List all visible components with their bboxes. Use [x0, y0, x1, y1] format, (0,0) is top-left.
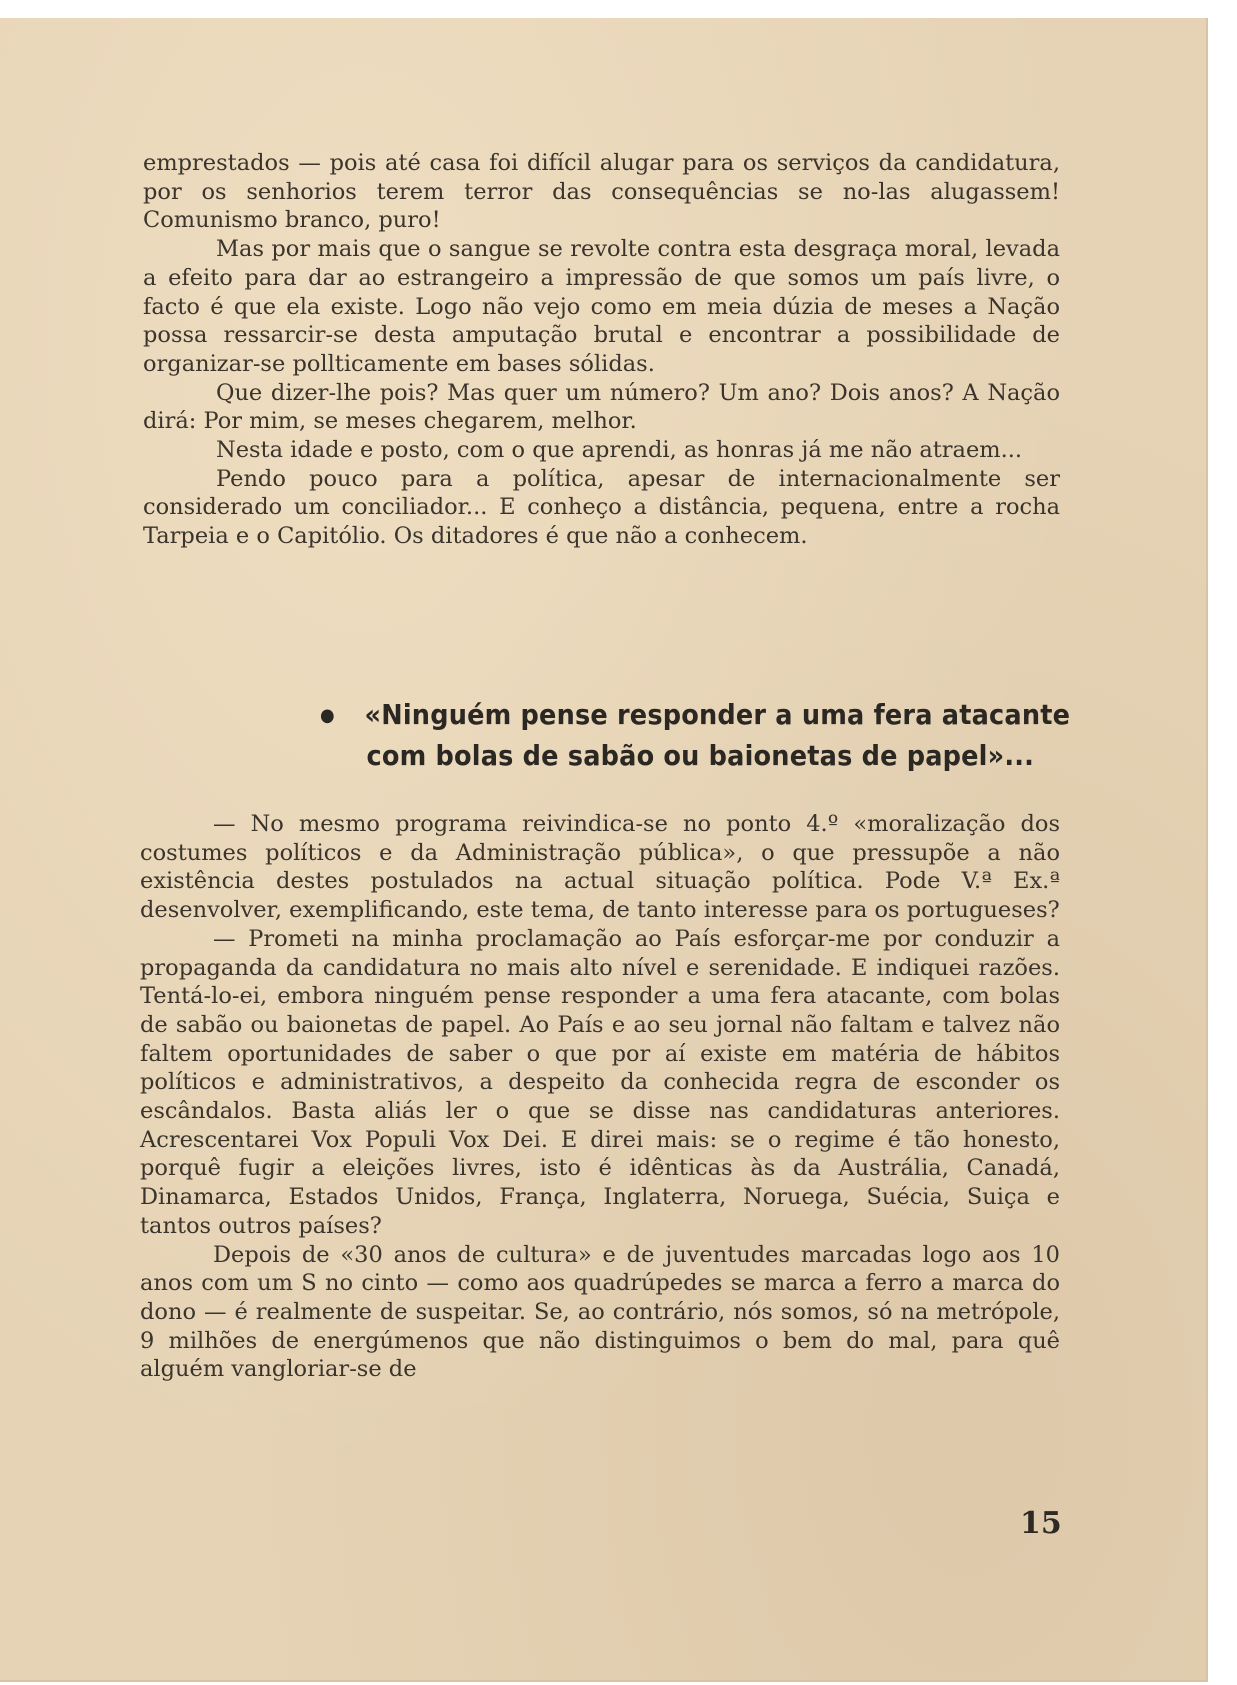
body-text-top	[143, 149, 1060, 551]
headline-text-1: «Ninguém pense responder a uma fera atacante	[364, 699, 1071, 731]
paragraph: — No mesmo programa reivindica-se no ponto 4.º «moralização dos costumes políticos e da Administração pública», o que pressupõe a não existência destes postulados na actual situação política. Pode V.ª Ex.ª desenvolver, exemplificando, este tema, de tanto interesse para os portugueses?	[140, 811, 1060, 924]
page-sheet	[0, 18, 1208, 1682]
bullet-icon: ●	[320, 705, 335, 726]
section-headline	[320, 695, 1071, 777]
paragraph: emprestados — pois até casa foi difícil alugar para os serviços da candidatura, por os senhorios terem terror das consequências se no-las alugassem! Comunismo branco, puro!	[143, 150, 1060, 234]
paragraph: Pendo pouco para a política, apesar de internacionalmente ser considerado um conciliador... E conheço a distância, pequena, entre a rocha Tarpeia e o Capitólio. Os ditadores é que não a conhecem.	[143, 465, 1060, 550]
paragraph: Que dizer-lhe pois? Mas quer um número? Um ano? Dois anos? A Nação dirá: Por mim, se meses chegarem, melhor.	[143, 379, 1060, 435]
paragraph: Mas por mais que o sangue se revolte contra esta desgraça moral, levada a efeito para dar ao estrangeiro a impressão de que somos um país livre, o facto é que ela existe. Logo não vejo como em meia dúzia de meses a Nação possa ressarcir-se desta amputação brutal e encontrar a possibilidade de organizar-se pollticamente em bases sólidas.	[143, 236, 1060, 377]
headline-line-1	[320, 695, 1071, 736]
paragraph: — Prometi na minha proclamação ao País esforçar-me por conduzir a propaganda da candidatura no mais alto nível e serenidade. E indiquei razões. Tentá-lo-ei, embora ninguém pense responder a uma fera atacante, com bolas de sabão ou baionetas de papel. Ao País e ao seu jornal não faltam e talvez não faltem oportunidades de saber o que por aí existe em matéria de hábitos políticos e administrativos, a despeito da conhecida regra de esconder os escândalos. Basta aliás ler o que se disse nas candidaturas anteriores. Acrescentarei Vox Populi Vox Dei. E direi mais: se o regime é tão honesto, porquê fugir a eleições livres, isto é idênticas às da Austrália, Canadá, Dinamarca, Estados Unidos, França, Inglaterra, Noruega, Suécia, Suiça e tantos outros países?	[140, 925, 1060, 1239]
headline-line-2: com bolas de sabão ou baionetas de papel»...	[366, 740, 1035, 772]
paragraph: Nesta idade e posto, com o que aprendi, as honras já me não atraem...	[216, 437, 1023, 464]
paragraph: Depois de «30 anos de cultura» e de juventudes marcadas logo aos 10 anos com um S no cinto — como aos quadrúpedes se marca a ferro a marca do dono — é realmente de suspeitar. Se, ao contrário, nós somos, só na metrópole, 9 milhões de energúmenos que não distinguimos o bem do mal, para quê alguém vangloriar-se de	[140, 1241, 1060, 1383]
body-text-bottom	[140, 810, 1060, 1384]
page-number: 15	[1020, 1506, 1062, 1541]
